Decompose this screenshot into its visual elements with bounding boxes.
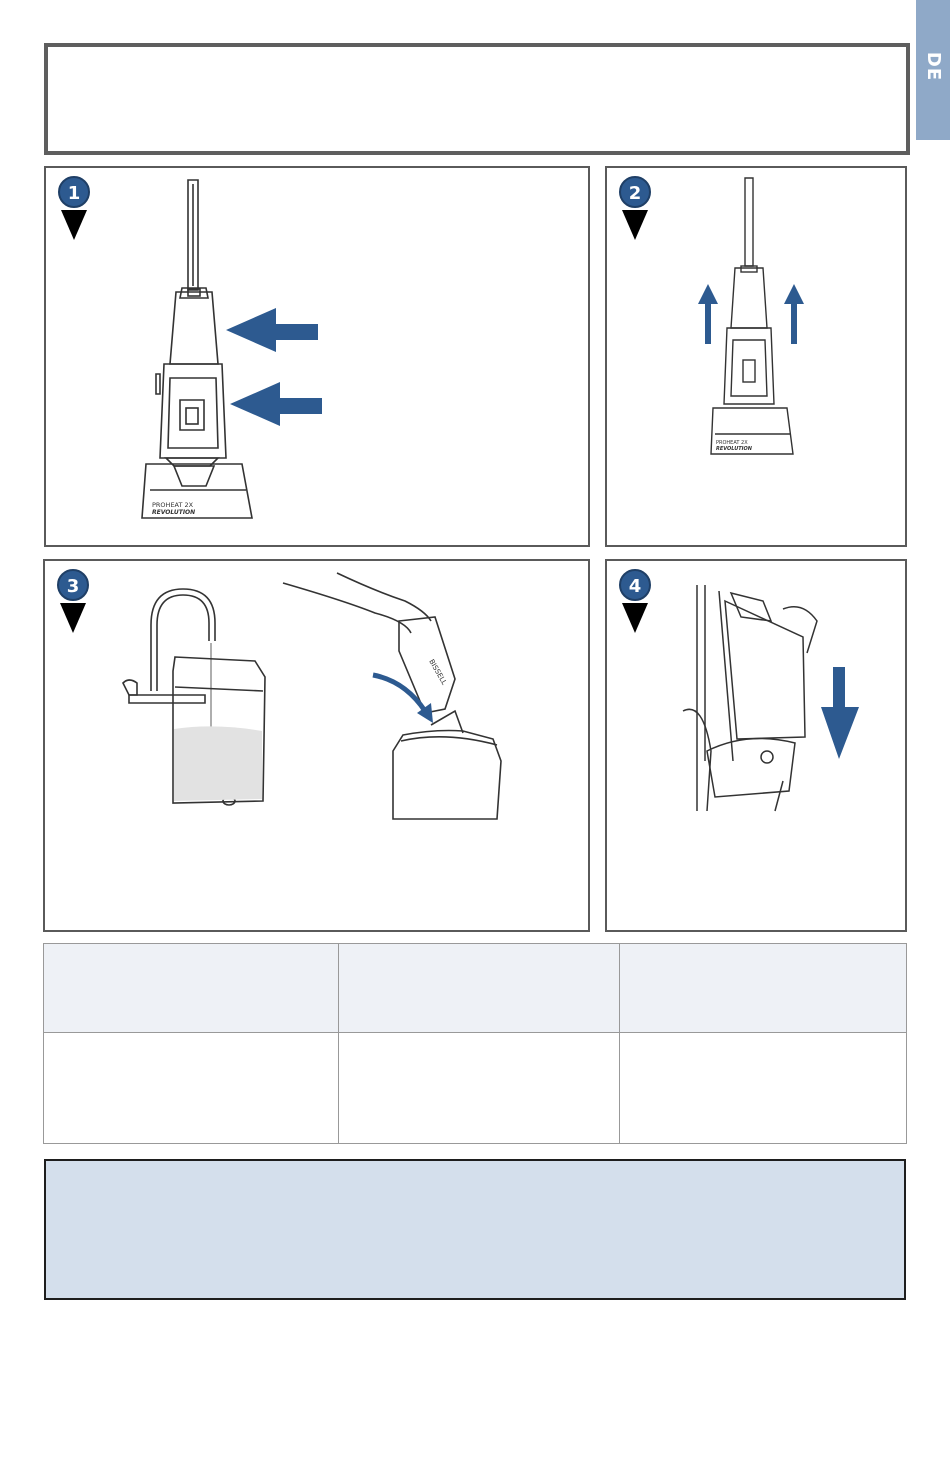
svg-text:REVOLUTION: REVOLUTION: [716, 446, 752, 452]
svg-text:PROHEAT 2X: PROHEAT 2X: [716, 440, 748, 446]
step-2-illustration: [607, 168, 909, 549]
table-header-cell: [339, 944, 620, 1033]
step-number: 1: [58, 176, 90, 208]
step-number: 2: [619, 176, 651, 208]
table-header-cell: [620, 944, 907, 1033]
step-number: 3: [57, 569, 89, 601]
bottle-brand-label: BISSELL: [427, 658, 449, 687]
language-tab-label: DE: [923, 51, 945, 82]
step-3-panel: [43, 559, 590, 932]
step-4-panel: [605, 559, 907, 932]
table-cell: [339, 1033, 620, 1144]
step-2-panel: [605, 166, 907, 547]
brand-label: PROHEAT 2X: [152, 501, 194, 509]
step-number: 4: [619, 569, 651, 601]
language-tab[interactable]: [916, 0, 950, 140]
table-header-row: [44, 944, 907, 1033]
arrow-left-icon: [226, 308, 322, 426]
table-row: [44, 1033, 907, 1144]
arrow-down-icon: [821, 667, 859, 759]
step-4-illustration: [607, 561, 909, 934]
step-3-illustration: [45, 561, 592, 934]
table-cell: [620, 1033, 907, 1144]
brand-sublabel: REVOLUTION: [152, 509, 196, 516]
table-header-cell: [44, 944, 339, 1033]
warning-box: [44, 43, 910, 155]
note-box: [44, 1159, 906, 1300]
arrow-up-icon: [698, 284, 804, 344]
table-cell: [44, 1033, 339, 1144]
step-1-illustration: [46, 168, 592, 549]
spec-table: [43, 943, 907, 1144]
step-1-panel: [44, 166, 590, 547]
